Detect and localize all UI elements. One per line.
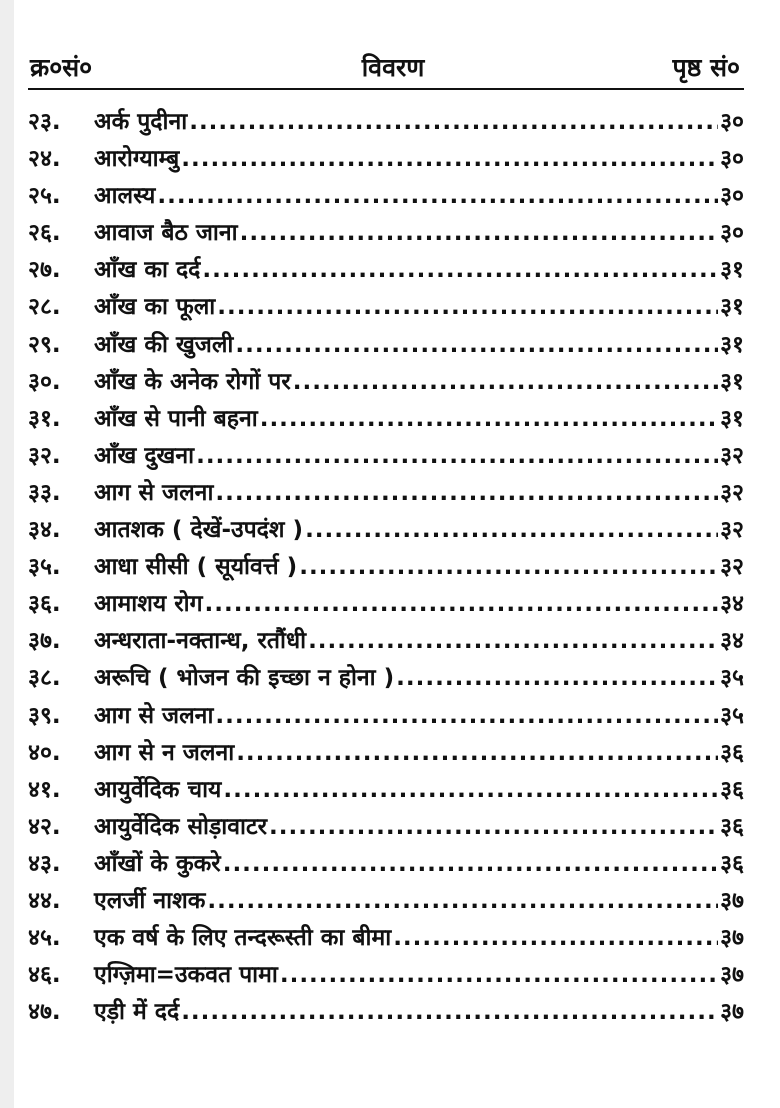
dot-leader — [299, 554, 718, 580]
entry-page-number: ३६ — [720, 813, 744, 840]
entry-page-number: ३६ — [720, 850, 744, 877]
dot-leader — [223, 777, 718, 803]
dot-leader — [293, 369, 718, 395]
entry-page-number: ३० — [720, 109, 744, 135]
entry-number: ३१. — [28, 405, 61, 432]
toc-row — [28, 920, 744, 957]
entry-description: आँख से पानी बहना — [94, 405, 258, 432]
entry-description: एड़ी में दर्द — [94, 999, 180, 1026]
entry-page-number: ३७ — [720, 887, 744, 914]
entry-description: आमाशय रोग — [94, 591, 203, 618]
entry-page-number: ३७ — [720, 925, 744, 952]
entry-number: २४. — [28, 146, 61, 173]
entry-number: ४०. — [28, 739, 61, 766]
dot-leader — [235, 332, 718, 358]
toc-row — [28, 586, 744, 623]
dot-leader — [215, 703, 718, 729]
dot-leader — [396, 665, 718, 691]
entry-description: आतशक ( देखें-उपदंश ) — [94, 517, 304, 544]
dot-leader — [223, 851, 718, 877]
entry-description: अर्क पुदीना — [94, 109, 188, 135]
entry-number: ३०. — [28, 368, 61, 395]
entry-number: ३८. — [28, 665, 61, 692]
dot-leader — [196, 443, 718, 469]
entry-page-number: ३० — [720, 183, 744, 210]
entry-description: आँख का फूला — [94, 294, 216, 321]
entry-page-number: ३० — [720, 146, 744, 173]
entry-page-number: ३१ — [720, 294, 744, 321]
dot-leader — [240, 220, 719, 246]
toc-row — [28, 475, 744, 512]
entry-number: ४२. — [28, 813, 61, 840]
dot-leader — [181, 146, 718, 172]
entry-page-number: ३१ — [720, 368, 744, 395]
dot-leader — [157, 183, 718, 209]
entry-page-number: ३५ — [720, 665, 744, 692]
toc-row — [28, 549, 744, 586]
toc-row — [28, 364, 744, 401]
entry-description: आवाज बैठ जाना — [94, 220, 238, 247]
entry-number: ४४. — [28, 887, 61, 914]
entry-number: ४७. — [28, 999, 61, 1026]
dot-leader — [189, 109, 718, 135]
entry-page-number: ३२ — [720, 517, 744, 544]
dot-leader — [181, 999, 718, 1025]
entry-description: आयुर्वेदिक सोड़ावाटर — [94, 813, 267, 840]
entry-description: आयुर्वेदिक चाय — [94, 776, 222, 803]
toc-row — [28, 735, 744, 772]
toc-row — [28, 698, 744, 735]
entry-number: ४१. — [28, 776, 61, 803]
toc-row — [28, 846, 744, 883]
page-margin-strip — [0, 0, 14, 1108]
entry-number: ४५. — [28, 925, 61, 952]
entry-page-number: ३१ — [720, 257, 744, 284]
toc-entries — [28, 104, 744, 1031]
toc-row — [28, 438, 744, 475]
toc-row — [28, 327, 744, 364]
entry-number: ३६. — [28, 591, 61, 618]
entry-number: ३५. — [28, 554, 61, 581]
entry-page-number: ३७ — [720, 962, 744, 989]
entry-description: आँखों के कुकरे — [94, 850, 221, 877]
entry-description: एलर्जी नाशक — [94, 887, 206, 914]
entry-description: अरूचि ( भोजन की इच्छा न होना ) — [94, 665, 395, 692]
entry-description: आँख की खुजली — [94, 331, 234, 358]
dot-leader — [205, 591, 719, 617]
entry-number: २८. — [28, 294, 61, 321]
dot-leader — [269, 814, 718, 840]
dot-leader — [280, 962, 718, 988]
entry-description: आलस्य — [94, 183, 156, 210]
entry-page-number: ३१ — [720, 331, 744, 358]
entry-number: ३२. — [28, 442, 61, 469]
entry-page-number: ३१ — [720, 405, 744, 432]
description-heading: विवरण — [361, 53, 425, 82]
entry-number: ४६. — [28, 962, 61, 989]
entry-number: ३४. — [28, 517, 61, 544]
toc-row — [28, 252, 744, 289]
entry-description: आग से जलना — [94, 479, 214, 506]
entry-page-number: ३२ — [720, 479, 744, 506]
entry-number: ३९. — [28, 702, 61, 729]
entry-number: ४३. — [28, 850, 61, 877]
entry-description: अन्धराता-नक्तान्ध, रतौंधी — [94, 628, 307, 655]
dot-leader — [215, 480, 718, 506]
entry-page-number: ३२ — [720, 554, 744, 581]
entry-description: आग से जलना — [94, 702, 214, 729]
entry-description: एग्ज़िमा=उकवत पामा — [94, 962, 278, 989]
entry-page-number: ३६ — [720, 739, 744, 766]
entry-description: आरोग्याम्बु — [94, 146, 180, 173]
entry-number: ३३. — [28, 479, 61, 506]
toc-row — [28, 141, 744, 178]
page-number-heading: पृष्ठ सं० — [672, 53, 740, 82]
entry-description: आग से न जलना — [94, 739, 235, 766]
toc-row — [28, 883, 744, 920]
entry-number: २६. — [28, 220, 61, 247]
entry-page-number: ३५ — [720, 702, 744, 729]
entry-page-number: ३४ — [720, 591, 744, 618]
dot-leader — [308, 628, 718, 654]
toc-header — [28, 44, 758, 84]
dot-leader — [393, 925, 718, 951]
entry-number: २५. — [28, 183, 61, 210]
header-rule — [28, 88, 744, 90]
entry-description: आँख के अनेक रोगों पर — [94, 368, 291, 395]
dot-leader — [217, 294, 718, 320]
entry-number: ३७. — [28, 628, 61, 655]
toc-row — [28, 104, 744, 141]
entry-page-number: ३२ — [720, 442, 744, 469]
dot-leader — [260, 406, 718, 432]
entry-description: एक वर्ष के लिए तन्दरूस्ती का बीमा — [94, 925, 392, 952]
toc-row — [28, 215, 744, 252]
entry-description: आँख दुखना — [94, 442, 195, 469]
toc-row — [28, 289, 744, 326]
toc-row — [28, 401, 744, 438]
toc-row — [28, 994, 744, 1031]
toc-row — [28, 957, 744, 994]
dot-leader — [236, 740, 718, 766]
entry-description: आधा सीसी ( सूर्यावर्त्त ) — [94, 554, 298, 581]
dot-leader — [305, 517, 718, 543]
toc-row — [28, 178, 744, 215]
toc-row — [28, 772, 744, 809]
entry-page-number: ३० — [720, 220, 744, 247]
table-of-contents — [28, 44, 758, 1026]
toc-row — [28, 809, 744, 846]
toc-row — [28, 660, 744, 697]
toc-row — [28, 512, 744, 549]
dot-leader — [202, 257, 718, 283]
entry-page-number: ३६ — [720, 776, 744, 803]
entry-description: आँख का दर्द — [94, 257, 201, 284]
entry-page-number: ३४ — [720, 628, 744, 655]
serial-number-heading: क्र०सं० — [30, 53, 93, 82]
entry-number: २३. — [28, 109, 61, 135]
toc-row — [28, 623, 744, 660]
entry-number: २७. — [28, 257, 61, 284]
entry-page-number: ३७ — [720, 999, 744, 1026]
dot-leader — [207, 888, 718, 914]
entry-number: २९. — [28, 331, 61, 358]
